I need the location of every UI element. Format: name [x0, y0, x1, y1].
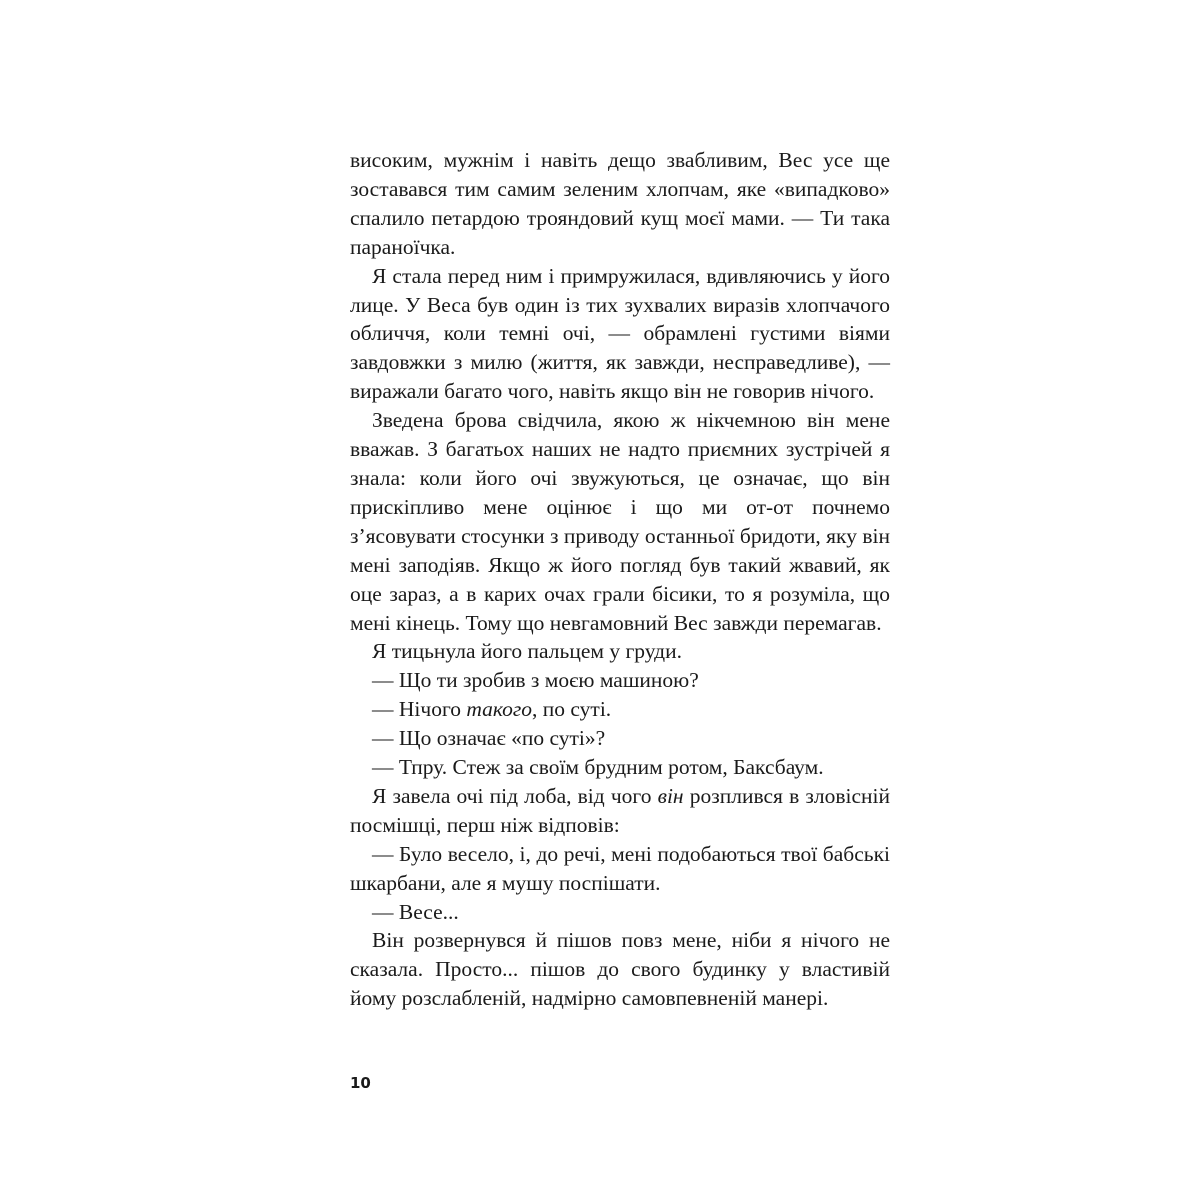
paragraph-text: — Що ти зробив з моєю машиною? — [372, 668, 699, 693]
paragraph — [350, 146, 890, 262]
dialogue-line — [350, 898, 890, 927]
paragraph — [350, 782, 890, 840]
dialogue-line — [350, 753, 890, 782]
paragraph-text: високим, мужнім і навіть дещо звабливим, Вес усе ще зоставався тим самим зеленим хлопчам, яке «випадково» спалило петардою трояндовий кущ моєї мами. — Ти така параноїчка. — [350, 148, 890, 259]
paragraph — [350, 926, 890, 1013]
paragraph — [350, 262, 890, 407]
paragraph-text: розплився в зловісній посмішці, перш ніж відповів: — [350, 783, 890, 837]
body-text — [350, 146, 890, 1013]
paragraph-text: Він розвернувся й пішов повз мене, ніби я нічого не сказала. Просто... пішов до свого будинку у властивій йому розслабленій, надмірно самовпевненій манері. — [350, 928, 890, 1011]
dialogue-line — [350, 666, 890, 695]
paragraph-text: — Весе... — [372, 899, 459, 924]
italic-emphasis: такого — [466, 697, 533, 722]
dialogue-line — [350, 695, 890, 724]
paragraph — [350, 637, 890, 666]
page-number: 10 — [350, 1074, 371, 1092]
paragraph-text: — Було весело, і, до речі, мені подобаються твої бабські шкарбани, але я мушу поспішати. — [350, 841, 890, 895]
paragraph-text: — Нічого — [372, 697, 467, 722]
paragraph-text: Я тицьнула його пальцем у груди. — [372, 639, 682, 664]
paragraph-text: — Тпру. Стеж за своїм брудним ротом, Баксбаум. — [372, 755, 824, 780]
paragraph-text: Я завела очі під лоба, від чого — [372, 783, 658, 808]
italic-emphasis: він — [657, 783, 684, 808]
paragraph-text: , по суті. — [532, 697, 612, 722]
dialogue-line — [350, 724, 890, 753]
paragraph-text: Я стала перед ним і примружилася, вдивляючись у його лице. У Веса був один із тих зухвалих виразів хлопчачого обличчя, коли темні очі, — обрамлені густими віями завдовжки з милю (життя, як завжди, несправедливе), — виражали багато чого, навіть якщо він не говорив нічого. — [350, 263, 890, 404]
paragraph-text: Зведена брова свідчила, якою ж нікчемною він мене вважав. З багатьох наших не надто приємних зустрічей я знала: коли його очі звужуються, це означає, що він прискіпливо мене оцінює і що ми от-от почнемо з’ясовувати стосунки з приводу останньої бридоти, яку він мені заподіяв. Якщо ж його погляд був такий жвавий, як оце зараз, а в карих очах грали бісики, то я розуміла, що мені кінець. Тому що невгамовний Вес завжди перемагав. — [350, 408, 890, 635]
paragraph-text: — Що означає «по суті»? — [372, 726, 606, 751]
paragraph — [350, 406, 890, 637]
dialogue-line — [350, 840, 890, 898]
